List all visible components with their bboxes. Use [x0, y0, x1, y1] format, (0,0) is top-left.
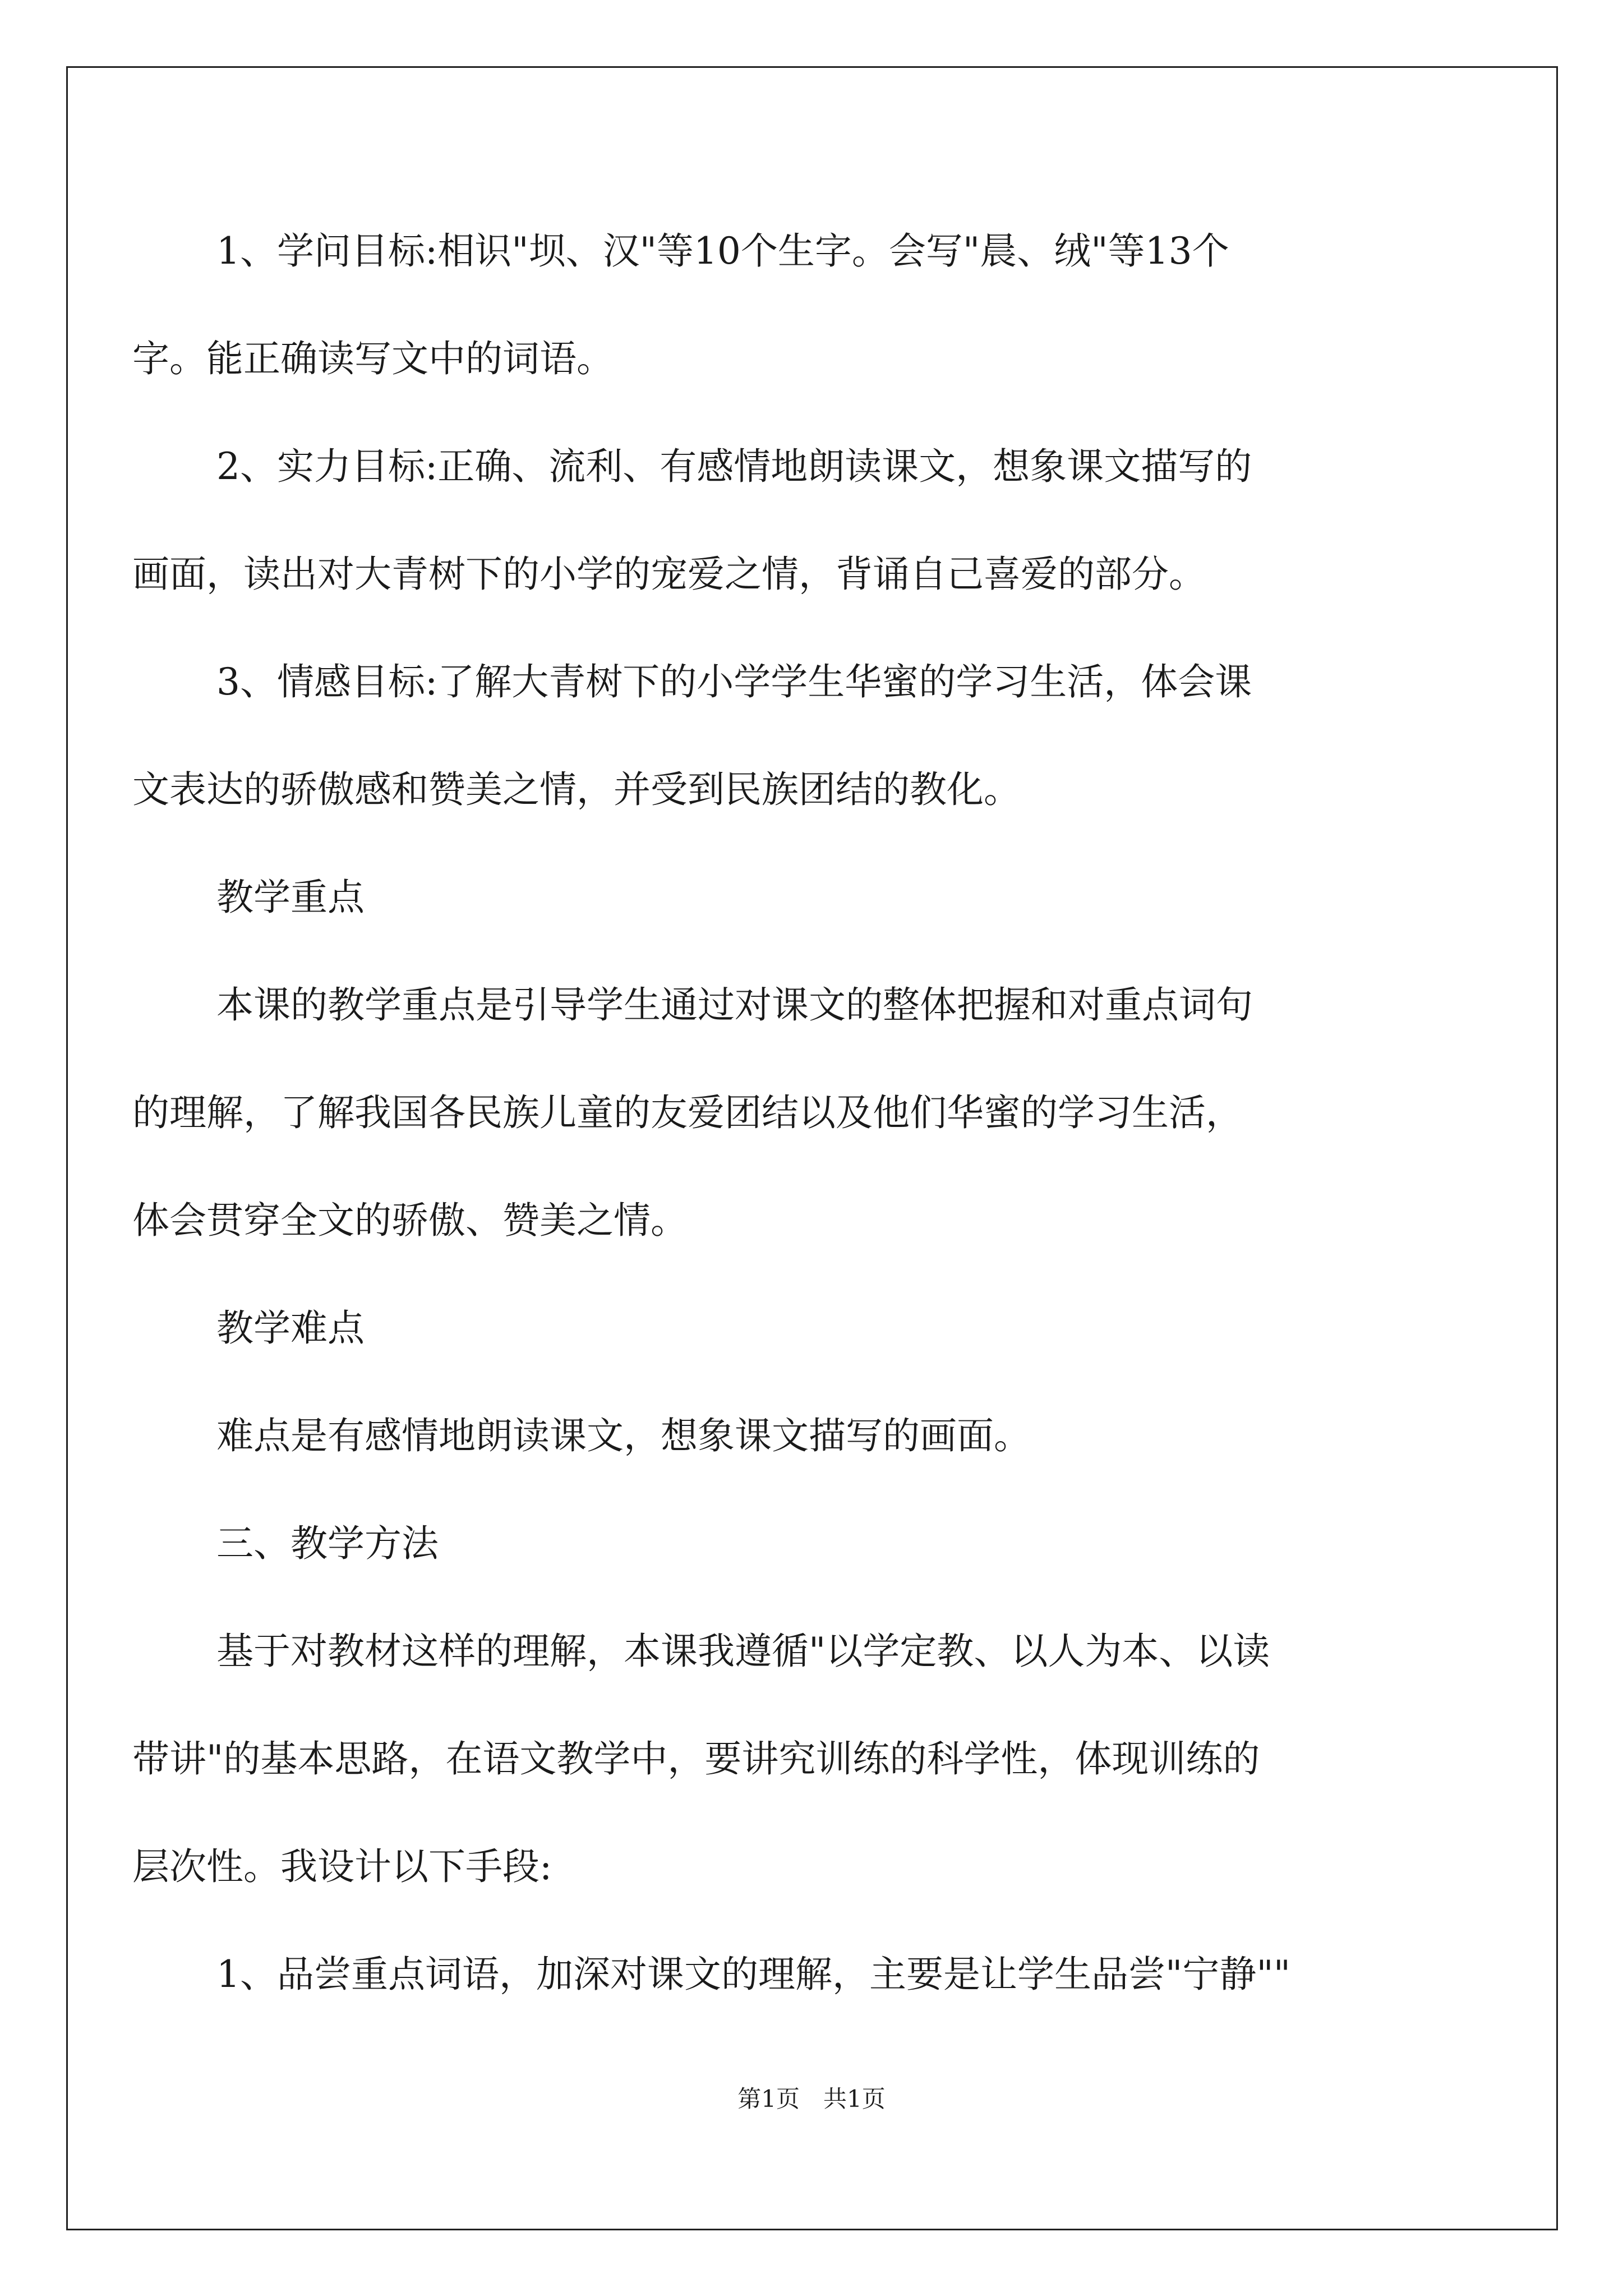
- paragraph-line: 带讲"的基本思路，在语文教学中，要讲究训练的科学性，体现训练的: [132, 1737, 1260, 1780]
- paragraph-line: 本课的教学重点是引导学生通过对课文的整体把握和对重点词句: [216, 983, 1253, 1027]
- paragraph-line: 体会贯穿全文的骄傲、赞美之情。: [132, 1199, 688, 1242]
- paragraph-line: 层次性。我设计以下手段:: [132, 1845, 552, 1888]
- paragraph-line: 画面，读出对大青树下的小学的宠爱之情，背诵自己喜爱的部分。: [132, 553, 1206, 596]
- paragraph-line: 1、学问目标:相识"坝、汉"等10个生字。会写"晨、绒"等13个: [216, 229, 1229, 273]
- paragraph-line: 难点是有感情地朗读课文，想象课文描写的画面。: [216, 1414, 1031, 1457]
- paragraph-line: 3、情感目标:了解大青树下的小学学生华蜜的学习生活，体会课: [216, 660, 1252, 703]
- section-heading: 教学难点: [216, 1306, 365, 1350]
- section-heading: 教学重点: [216, 876, 365, 919]
- page-number-footer: 第1页 共1页: [737, 2085, 886, 2113]
- paragraph-line: 文表达的骄傲感和赞美之情，并受到民族团结的教化。: [132, 768, 1021, 811]
- section-heading: 三、教学方法: [216, 1522, 439, 1565]
- paragraph-line: 2、实力目标:正确、流利、有感情地朗读课文，想象课文描写的: [216, 445, 1252, 488]
- paragraph-line: 基于对教材这样的理解，本课我遵循"以学定教、以人为本、以读: [216, 1630, 1270, 1673]
- paragraph-line: 字。能正确读写文中的词语。: [132, 337, 614, 380]
- page-border: [66, 66, 1558, 2230]
- paragraph-line: 1、品尝重点词语，加深对课文的理解，主要是让学生品尝"宁静"": [216, 1953, 1291, 1996]
- paragraph-line: 的理解，了解我国各民族儿童的友爱团结以及他们华蜜的学习生活，: [132, 1091, 1243, 1134]
